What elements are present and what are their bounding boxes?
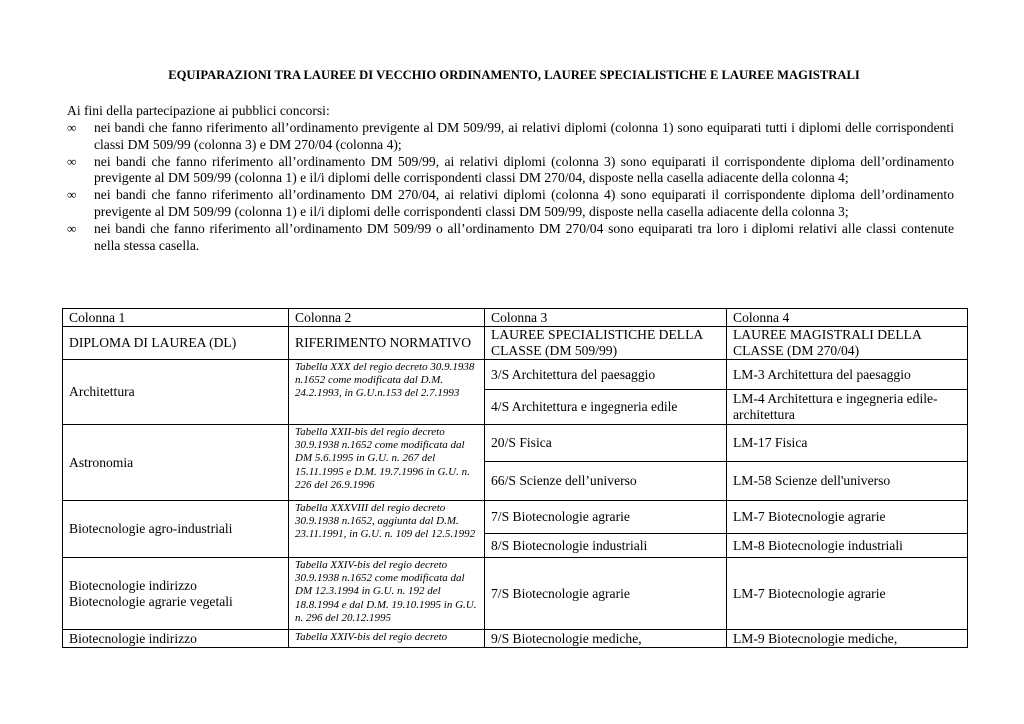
reference-cell: Tabella XXIV-bis del regio decreto 30.9.1938 n.1652 come modificata dal DM 12.3.1994 in G.U. n. 192 del 18.8.1994 e dal D.M. 19.10.1995 in G.U. n. 296 del 20.12.1995 <box>289 558 485 630</box>
master-degree-cell: LM-9 Biotecnologie mediche, <box>727 630 968 648</box>
header-cell: DIPLOMA DI LAUREA (DL) <box>63 327 289 360</box>
specialist-degree-cell: 8/S Biotecnologie industriali <box>485 534 727 558</box>
reference-cell: Tabella XXIV-bis del regio decreto <box>289 630 485 648</box>
bullet-list <box>67 120 954 254</box>
column-label: Colonna 4 <box>727 309 968 327</box>
degree-cell: Biotecnologie agro-industriali <box>63 501 289 558</box>
infinity-bullet-icon: ∞ <box>67 153 77 169</box>
reference-cell: Tabella XXX del regio decreto 30.9.1938 n.1652 come modificata dal D.M. 24.2.1993, in G.U.n.153 del 2.7.1993 <box>289 360 485 425</box>
infinity-bullet-icon: ∞ <box>67 220 77 236</box>
degree-line: Biotecnologie indirizzo <box>69 577 197 593</box>
bullet-text: nei bandi che fanno riferimento all’ordinamento DM 509/99 o all’ordinamento DM 270/04 sono equiparati tra loro i diplomi relativi alle classi contenute nella stessa casella. <box>94 220 954 253</box>
master-degree-cell: LM-58 Scienze dell'universo <box>727 462 968 501</box>
bullet-item <box>67 120 954 154</box>
specialist-degree-cell: 9/S Biotecnologie mediche, <box>485 630 727 648</box>
column-label: Colonna 3 <box>485 309 727 327</box>
table-row <box>63 558 968 630</box>
header-cell: LAUREE SPECIALISTICHE DELLA CLASSE (DM 509/99) <box>485 327 727 360</box>
degree-cell: Astronomia <box>63 425 289 501</box>
master-degree-cell: LM-7 Biotecnologie agrarie <box>727 501 968 534</box>
master-degree-cell: LM-3 Architettura del paesaggio <box>727 360 968 390</box>
document-title: EQUIPARAZIONI TRA LAUREE DI VECCHIO ORDINAMENTO, LAUREE SPECIALISTICHE E LAUREE MAGISTRALI <box>168 68 860 82</box>
bullet-text: nei bandi che fanno riferimento all’ordinamento previgente al DM 509/99, ai relativi diplomi (colonna 1) sono equiparati tutti i diplomi delle corrispondenti classi DM 509/99 (colonna 3) e DM 270/04 (colonna 4); <box>94 120 954 152</box>
equivalence-table <box>62 308 968 648</box>
master-degree-cell: LM-4 Architettura e ingegneria edile-architettura <box>727 390 968 425</box>
degree-cell <box>63 558 289 630</box>
bullet-item <box>67 187 954 221</box>
header-cell: RIFERIMENTO NORMATIVO <box>289 327 485 360</box>
bullet-text: nei bandi che fanno riferimento all’ordinamento DM 509/99, ai relativi diplomi (colonna 3) sono equiparati il corrispondente diploma dell’ordinamento previgente al DM 509/99 (colonna 1) e il/i diplomi delle corrispondenti classi DM 270/04, disposte nella casella adiacente della colonna 4; <box>94 153 954 186</box>
bullet-text: nei bandi che fanno riferimento all’ordinamento DM 270/04, ai relativi diplomi (colonna 4) sono equiparati il corrispondente diploma dell’ordinamento previgente al DM 509/99 (colonna 1) e il/i diplomi delle corrispondenti classi DM 509/99, disposte nella casella adiacente della colonna 3; <box>94 187 954 219</box>
reference-cell: Tabella XXXVIII del regio decreto 30.9.1938 n.1652, aggiunta dal D.M. 23.11.1991, in G.U. n. 109 del 12.5.1992 <box>289 501 485 558</box>
degree-line: Biotecnologie agrarie vegetali <box>69 593 233 609</box>
reference-cell: Tabella XXII-bis del regio decreto 30.9.1938 n.1652 come modificata dal DM 5.6.1995 in G.U. n. 267 del 15.11.1995 e D.M. 19.7.1996 in G.U. n. 226 del 26.9.1996 <box>289 425 485 501</box>
specialist-degree-cell: 66/S Scienze dell’universo <box>485 462 727 501</box>
column-number-row <box>63 309 968 327</box>
table-row <box>63 425 968 462</box>
specialist-degree-cell: 20/S Fisica <box>485 425 727 462</box>
specialist-degree-cell: 7/S Biotecnologie agrarie <box>485 501 727 534</box>
intro-text: Ai fini della partecipazione ai pubblici concorsi: <box>67 103 330 118</box>
degree-cell: Architettura <box>63 360 289 425</box>
bullet-item <box>67 221 954 255</box>
header-cell: LAUREE MAGISTRALI DELLA CLASSE (DM 270/04) <box>727 327 968 360</box>
table-row <box>63 630 968 648</box>
bullet-item <box>67 154 954 188</box>
column-label: Colonna 2 <box>289 309 485 327</box>
specialist-degree-cell: 4/S Architettura e ingegneria edile <box>485 390 727 425</box>
column-label: Colonna 1 <box>63 309 289 327</box>
header-row <box>63 327 968 360</box>
table-row <box>63 501 968 534</box>
table-row <box>63 360 968 390</box>
specialist-degree-cell: 7/S Biotecnologie agrarie <box>485 558 727 630</box>
infinity-bullet-icon: ∞ <box>67 187 77 203</box>
master-degree-cell: LM-8 Biotecnologie industriali <box>727 534 968 558</box>
master-degree-cell: LM-7 Biotecnologie agrarie <box>727 558 968 630</box>
degree-cell: Biotecnologie indirizzo <box>63 630 289 648</box>
specialist-degree-cell: 3/S Architettura del paesaggio <box>485 360 727 390</box>
master-degree-cell: LM-17 Fisica <box>727 425 968 462</box>
infinity-bullet-icon: ∞ <box>67 120 77 135</box>
